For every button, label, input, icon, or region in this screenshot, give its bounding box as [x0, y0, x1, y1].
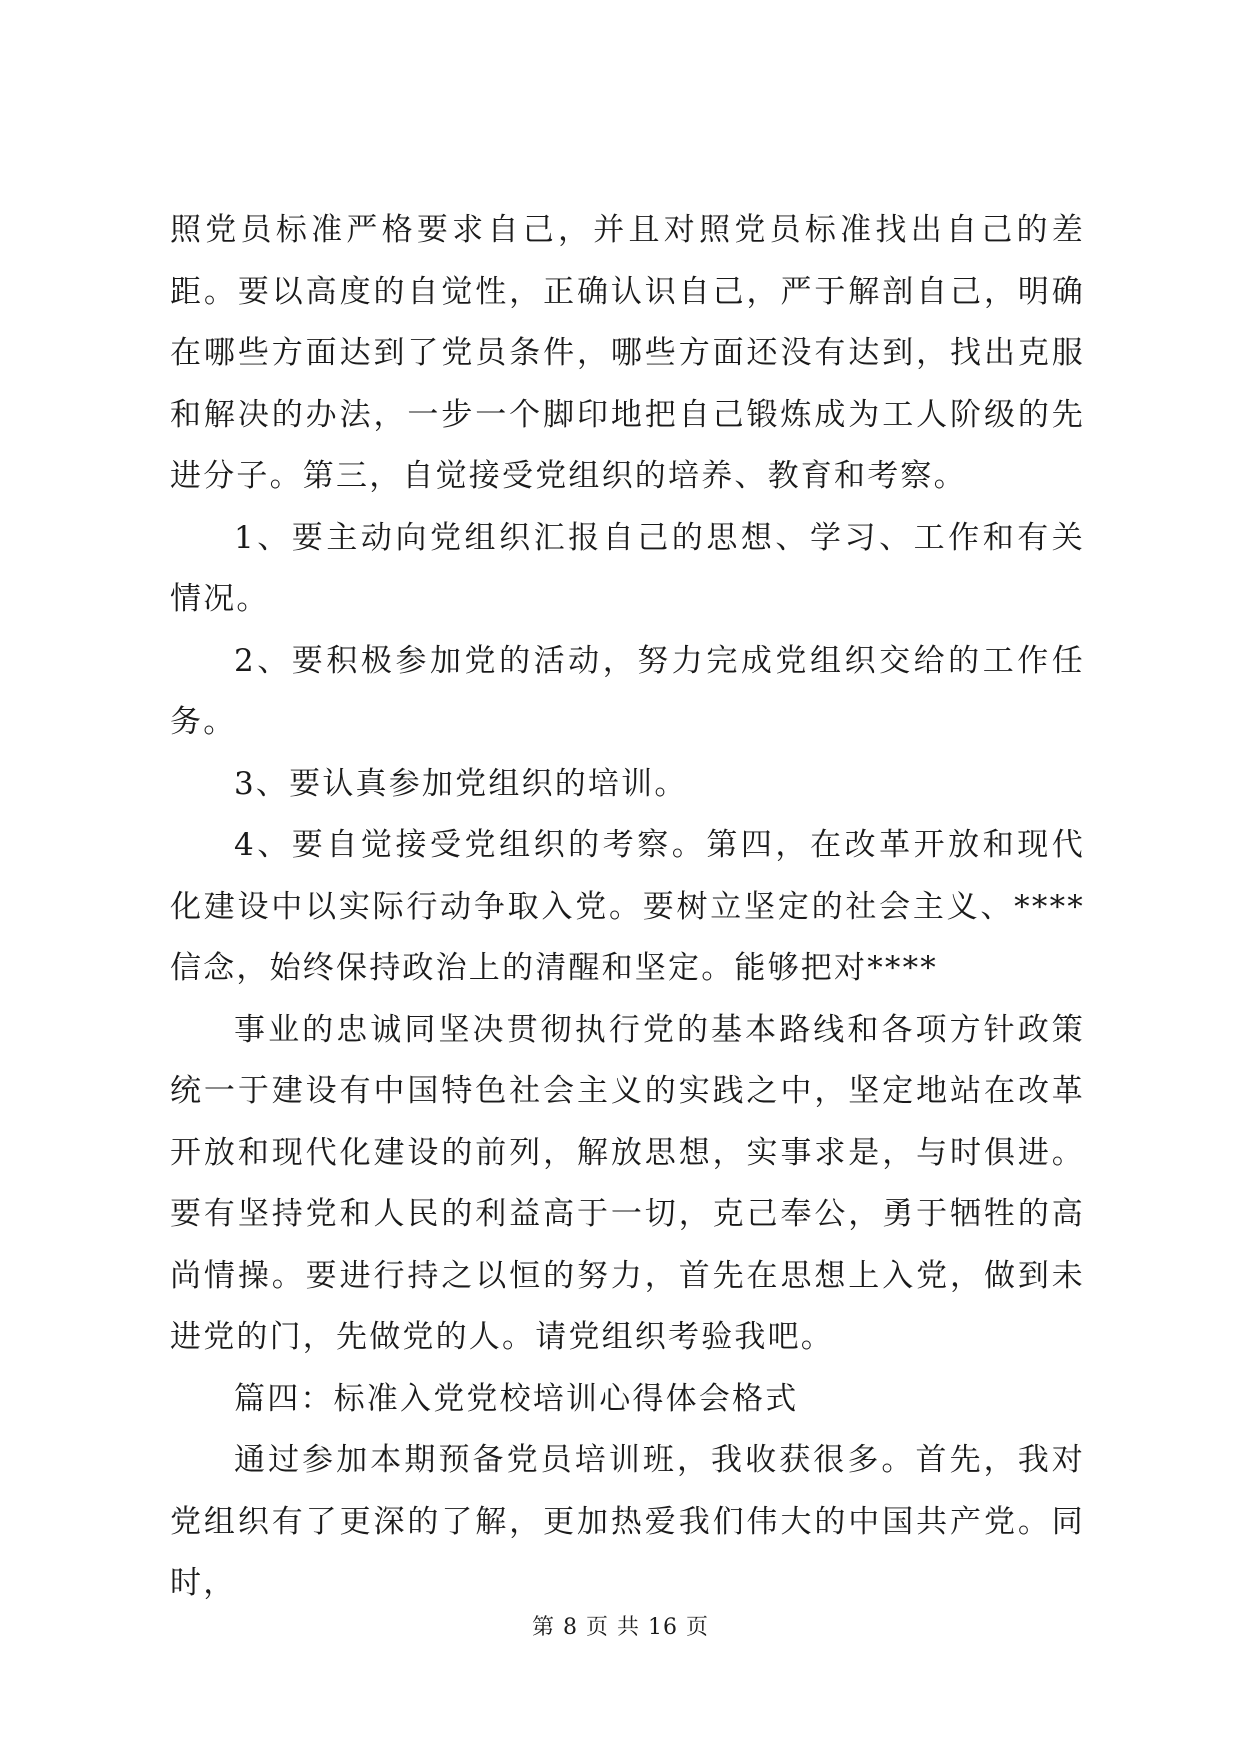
paragraph-1: 照党员标准严格要求自己，并且对照党员标准找出自己的差距。要以高度的自觉性，正确认识自己，严于解剖自己，明确在哪些方面达到了党员条件，哪些方面还没有达到，找出克服和解决的办法，一步一个脚印地把自己锻炼成为工人阶级的先进分子。第三，自觉接受党组织的培养、教育和考察。 — [170, 212, 1085, 494]
paragraph-3: 2、要积极参加党的活动，努力完成党组织交给的工作任务。 — [170, 642, 1085, 740]
paragraph-8: 通过参加本期预备党员培训班，我收获很多。首先，我对党组织有了更深的了解，更加热爱我们伟大的中国共产党。同时， — [170, 1442, 1085, 1601]
section-heading: 篇四：标准入党党校培训心得体会格式 — [234, 1380, 799, 1417]
paragraph-6: 事业的忠诚同坚决贯彻执行党的基本路线和各项方针政策统一于建设有中国特色社会主义的实践之中，坚定地站在改革开放和现代化建设的前列，解放思想，实事求是，与时俱进。要有坚持党和人民的利益高于一切，克己奉公，勇于牺牲的高尚情操。要进行持之以恒的努力，首先在思想上入党，做到未进党的门，先做党的人。请党组织考验我吧。 — [170, 1011, 1085, 1355]
document-body — [170, 200, 1085, 1615]
paragraph-5: 4、要自觉接受党组织的考察。第四，在改革开放和现代化建设中以实际行动争取入党。要树立坚定的社会主义、****信念，始终保持政治上的清醒和坚定。能够把对**** — [170, 827, 1085, 986]
page-number-footer: 第 8 页 共 16 页 — [532, 1615, 709, 1640]
paragraph-2: 1、要主动向党组织汇报自己的思想、学习、工作和有关情况。 — [170, 519, 1085, 617]
paragraph-4: 3、要认真参加党组织的培训。 — [234, 765, 688, 802]
